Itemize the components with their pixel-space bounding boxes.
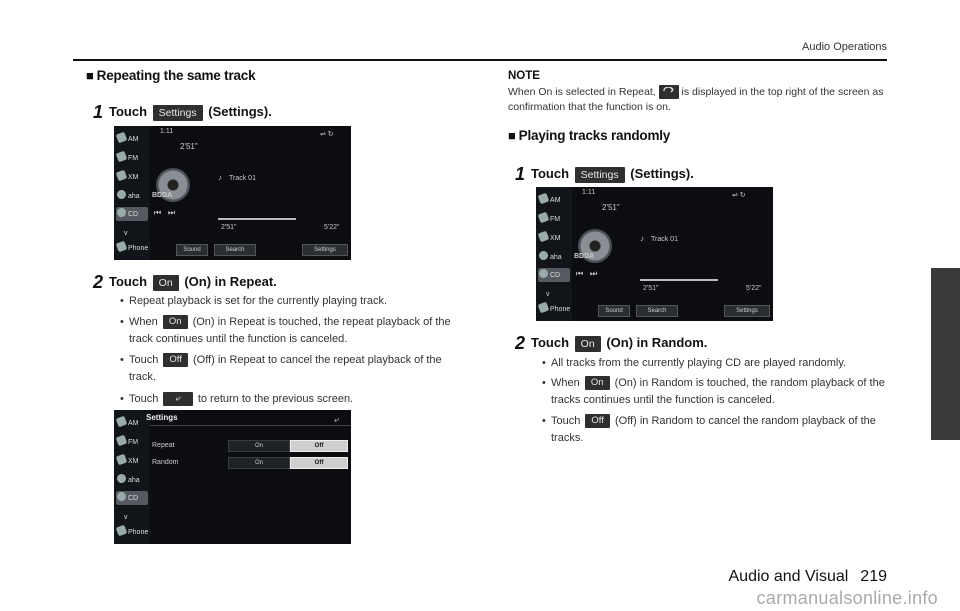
settings-button-inline: Settings: [153, 105, 203, 121]
bullet-repeat-1: • Repeat playback is set for the currently playing track.: [120, 295, 388, 307]
bullet-repeat-3: • Touch Off (Off) in Repeat to cancel the repeat playback of the track.: [120, 354, 442, 383]
chapter-tab: [931, 268, 960, 440]
square-bullet-icon: ■: [86, 68, 94, 83]
header-rule: [73, 59, 887, 61]
bullet-repeat-2: • When On (On) in Repeat is touched, the repeat playback of the track continues until the function is canceled.: [120, 316, 451, 345]
bullet-random-1: • All tracks from the currently playing CD are played randomly.: [542, 357, 847, 369]
screenshot-settings: AM FM XM aha CD v Phone Settings ⤶ Repeat On Off Random On Off: [114, 410, 351, 544]
running-header: Audio Operations: [802, 41, 887, 53]
step-1-repeat: 1 Touch Settings (Settings).: [93, 102, 272, 122]
bullet-random-3: • Touch Off (Off) in Random to cancel the random playback of the tracks.: [542, 415, 876, 444]
on-button-inline: On: [153, 275, 179, 291]
page-number: 219: [860, 568, 887, 585]
page-footer: [729, 568, 888, 586]
step-2-random: 2 Touch On (On) in Random.: [515, 333, 708, 353]
bullet-repeat-4: • Touch ⤶ to return to the previous screen.: [120, 393, 354, 405]
on-button-inline: On: [575, 336, 601, 352]
section-heading-random: ■ Playing tracks randomly: [508, 128, 671, 143]
square-bullet-icon: ■: [508, 128, 516, 143]
step-1-random: 1 Touch Settings (Settings).: [515, 164, 694, 184]
return-arrow-icon: ⤶: [163, 392, 192, 406]
settings-button-inline: Settings: [575, 167, 625, 183]
footer-section: Audio and Visual: [728, 568, 849, 585]
step-2-repeat: 2 Touch On (On) in Repeat.: [93, 272, 277, 292]
note-box: NOTE When On is selected in Repeat, is displayed in the top right of the screen as confirmation that the function is on.: [508, 70, 884, 113]
repeat-indicator-icon: [659, 85, 679, 99]
screenshot-player-1: AM FM XM aha CD v Phone 1:11 2'51" ⇌ ↻ BDDA ♪ Track 01 ⏮ ⏭ 2'51" 5'22" Sound Search Settings: [114, 126, 351, 260]
watermark: carmanualsonline.info: [756, 588, 938, 608]
bullet-random-2: • When On (On) in Random is touched, the random playback of the tracks continues until the function is canceled.: [542, 377, 885, 406]
section-heading-repeat: ■ Repeating the same track: [86, 68, 256, 83]
screenshot-player-2: AM FM XM aha CD v Phone 1:11 2'51" ⇌ ↻ BDDA ♪ Track 01 ⏮ ⏭ 2'51" 5'22" Sound Search Settings: [536, 187, 773, 321]
